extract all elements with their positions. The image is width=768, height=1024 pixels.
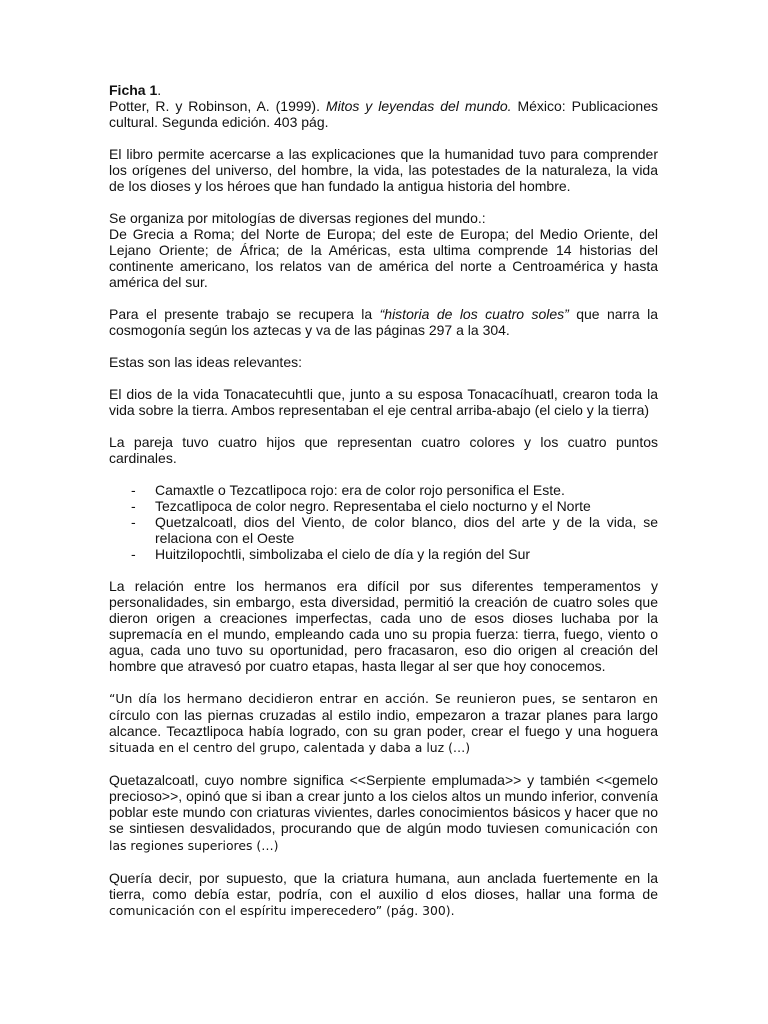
paragraph-brothers-relationship: La relación entre los hermanos era difícil por sus diferentes temperamentos y personalidades, sin embargo, esta diversidad, permitió la creación de cuatro soles que dieron origen a creaciones imperfectas, cada uno de esos dioses luchaba por la supremacía en el mundo, empleando cada uno su propia fuerza: tierra, fuego, viento o agua, cada uno tuvo su oportunidad, pero fracasaron, eso dio origen al creación del hombre que atravesó por cuatro etapas, hasta llegar al ser que hoy conocemos. xyxy=(109,578,658,674)
reference-publisher: México: Publicaciones cultural. Segunda edición. 403 pág. xyxy=(109,98,659,130)
list-item: - Huitzilopochtli, simbolizaba el cielo de día y la región del Sur xyxy=(131,546,531,562)
quote-paragraph-3: Quería decir, por supuesto, que la criatura humana, aun anclada fuertemente en la tierra, como debía estar, podría, con el auxilio d elos dioses, hallar una forma de comunicación con el espíritu imperecedero” (pág. 300). xyxy=(109,870,658,918)
list-item: - Quetzalcoatl, dios del Viento, de color blanco, dios del arte y de la vida, se relaciona con el Oeste xyxy=(131,514,658,546)
reference-book-title: Mitos y leyendas del mundo. xyxy=(325,98,512,114)
italic-story-title: “historia de los cuatro soles” xyxy=(379,306,569,322)
list-item: - Camaxtle o Tezcatlipoca rojo: era de color rojo personifica el Este. xyxy=(131,482,565,498)
ficha-title: Ficha 1. xyxy=(109,82,162,98)
reference-authors-year: Potter, R. y Robinson, A. (1999). xyxy=(109,98,320,114)
quote-paragraph-2: Quetazalcoatl, cuyo nombre significa <<Serpiente emplumada>> y también <<gemelo precioso>>, opinó que si iban a crear junto a los cielos altos un mundo inferior, convenía poblar este mundo con criaturas vivientes, darles conocimientos básicos y hacer que no se sintiesen desvalidados, procurando que de algún modo tuviesen comunicación con las regiones superiores (…) xyxy=(109,772,658,853)
list-item: - Tezcatlipoca de color negro. Representaba el cielo nocturno y el Norte xyxy=(131,498,591,514)
paragraph-book-description: El libro permite acercarse a las explicaciones que la humanidad tuvo para comprender los orígenes del universo, del hombre, la vida, las potestades de la naturaleza, la vida de los dioses y los héroes que han fundado la antigua historia del hombre. xyxy=(109,146,658,194)
paragraph-four-suns-reference: Para el presente trabajo se recupera la “historia de los cuatro soles” que narra la cosmogonía según los aztecas y va de las páginas 297 a la 304. xyxy=(109,306,658,338)
paragraph-four-sons: La pareja tuvo cuatro hijos que representan cuatro colores y los cuatro puntos cardinales. xyxy=(109,434,658,466)
document-page xyxy=(109,82,658,935)
bibliographic-reference xyxy=(109,98,658,130)
paragraph-regions: De Grecia a Roma; del Norte de Europa; del este de Europa; del Medio Oriente, del Lejano Oriente; de África; de la Américas, esta ultima comprende 14 historias del continente americano, los relatos van de américa del norte a Centroamérica y hasta américa del sur. xyxy=(109,226,658,290)
paragraph-relevant-ideas: Estas son las ideas relevantes: xyxy=(109,354,302,370)
quote-paragraph-1: “Un día los hermano decidieron entrar en acción. Se reunieron pues, se sentaron en círculo con las piernas cruzadas al estilo indio, empezaron a trazar planes para largo alcance. Tecaztlipoca había logrado, con su gran poder, crear el fuego y una hoguera situada en el centro del grupo, calentada y daba a luz (…) xyxy=(109,691,658,755)
four-gods-list xyxy=(109,482,658,562)
paragraph-organization-intro: Se organiza por mitologías de diversas regiones del mundo.: xyxy=(109,210,486,226)
paragraph-god-of-life: El dios de la vida Tonacatecuhtli que, junto a su esposa Tonacacíhuatl, crearon toda la vida sobre la tierra. Ambos representaban el eje central arriba-abajo (el cielo y la tierra) xyxy=(109,386,658,418)
